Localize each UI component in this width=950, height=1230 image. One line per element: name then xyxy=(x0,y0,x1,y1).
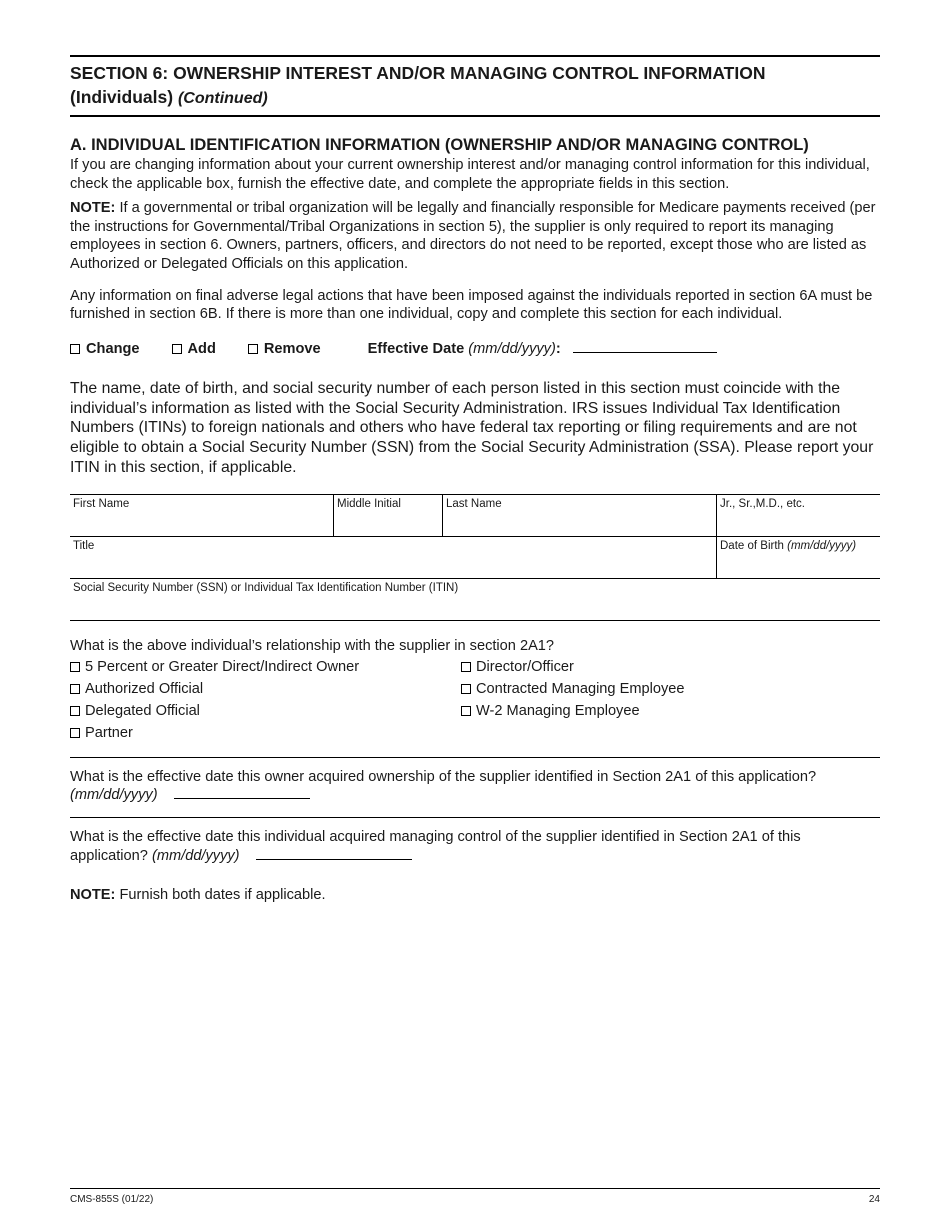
add-label: Add xyxy=(187,340,216,357)
subsection-heading: A. INDIVIDUAL IDENTIFICATION INFORMATION (OWNERSHIP AND/OR MANAGING CONTROL) xyxy=(70,136,809,154)
identification-table xyxy=(70,494,880,621)
dob-label: Date of Birth xyxy=(720,539,784,552)
form-id: CMS-855S (01/22) xyxy=(70,1194,154,1205)
relationship-options xyxy=(70,656,880,744)
last-name-label: Last Name xyxy=(446,497,502,510)
section-title xyxy=(70,57,880,111)
section-title-line2: (Individuals) xyxy=(70,87,174,107)
relationship-option[interactable] xyxy=(461,678,685,700)
final-note-text: Furnish both dates if applicable. xyxy=(115,887,326,904)
checkbox[interactable] xyxy=(70,728,80,738)
ownership-date-text: What is the effective date this owner acquired ownership of the supplier identified in Section 2A1 of this application? xyxy=(70,768,817,785)
relationship-option[interactable] xyxy=(461,700,685,722)
option-label: 5 Percent or Greater Direct/Indirect Owner xyxy=(85,658,360,675)
last-name-field[interactable] xyxy=(443,494,717,536)
relationship-left-column xyxy=(70,656,461,744)
section-title-line1: SECTION 6: OWNERSHIP INTEREST AND/OR MANAGING CONTROL INFORMATION xyxy=(70,63,766,83)
middle-initial-label: Middle Initial xyxy=(337,497,401,510)
page-footer xyxy=(70,1188,880,1205)
checkbox[interactable] xyxy=(70,662,80,672)
adverse-actions-paragraph: Any information on final adverse legal actions that have been imposed against the individuals reported in section 6A must be furnished in section 6B. If there is more than one individual, copy and complete this section for each individual. xyxy=(70,287,873,323)
option-label: Authorized Official xyxy=(85,680,204,697)
note-text: If a governmental or tribal organization will be legally and financially responsible for Medicare payments received (per the instructions for Governmental/Tribal Organizations in section 5), the supplier is only required to report its managing employees in section 6. Owners, partners, officers, and directors do not need to be reported, except those who are listed as Authorized or Delegated Officials on this application. xyxy=(70,200,876,272)
divider xyxy=(70,817,880,818)
continued-label: (Continued) xyxy=(177,90,268,107)
control-date-question xyxy=(70,828,880,865)
first-name-field[interactable] xyxy=(70,494,334,536)
add-option[interactable] xyxy=(172,341,216,357)
final-note xyxy=(70,886,880,905)
title-rule xyxy=(70,115,880,117)
relationship-option[interactable] xyxy=(461,656,685,678)
control-date-input[interactable] xyxy=(256,847,412,860)
title-label: Title xyxy=(73,539,95,552)
change-label: Change xyxy=(86,340,140,357)
first-name-label: First Name xyxy=(73,497,130,510)
middle-initial-field[interactable] xyxy=(334,494,443,536)
divider xyxy=(70,757,880,758)
ssn-field[interactable] xyxy=(70,578,880,620)
checkbox[interactable] xyxy=(461,706,471,716)
final-note-label: NOTE: xyxy=(70,887,116,904)
effective-date-input[interactable] xyxy=(573,340,717,353)
ssa-paragraph: The name, date of birth, and social security number of each person listed in this section must coincide with the individual’s information as listed with the Social Security Administration. IRS issues Individual Tax Identification Numbers (ITINs) to foreign nationals and others who have federal tax reporting or filing requirements and are not eligible to obtain a Social Security Number (SSN) from the Social Security Administration (SSA). Please report your ITIN in this section, if applicable. xyxy=(70,379,874,476)
relationship-option[interactable] xyxy=(70,678,461,700)
add-checkbox[interactable] xyxy=(172,344,182,354)
remove-label: Remove xyxy=(263,340,321,357)
effective-date-label: Effective Date xyxy=(367,341,465,358)
checkbox[interactable] xyxy=(461,684,471,694)
note-label: NOTE: xyxy=(70,200,116,217)
option-label: Director/Officer xyxy=(476,658,574,675)
remove-option[interactable] xyxy=(248,341,321,357)
effective-date-format: (mm/dd/yyyy) xyxy=(468,341,556,358)
title-field[interactable] xyxy=(70,536,717,578)
change-option[interactable] xyxy=(70,341,140,357)
suffix-label: Jr., Sr.,M.D., etc. xyxy=(720,497,805,510)
relationship-question: What is the above individual’s relationship with the supplier in section 2A1? xyxy=(70,637,555,654)
change-options-row xyxy=(70,339,880,359)
control-date-format: (mm/dd/yyyy) xyxy=(151,847,240,864)
change-checkbox[interactable] xyxy=(70,344,80,354)
ownership-date-question xyxy=(70,768,880,805)
control-date-text: What is the effective date this individual acquired managing control of the supplier identified in Section 2A1 of this application? xyxy=(70,828,801,864)
relationship-right-column xyxy=(461,656,685,744)
relationship-option[interactable] xyxy=(70,656,461,678)
dob-field[interactable] xyxy=(717,536,881,578)
option-label: Partner xyxy=(85,724,133,741)
dob-format: (mm/dd/yyyy) xyxy=(787,539,857,552)
page-number: 24 xyxy=(868,1194,880,1205)
option-label: Delegated Official xyxy=(85,702,200,719)
ownership-date-format: (mm/dd/yyyy) xyxy=(70,787,158,804)
checkbox[interactable] xyxy=(70,706,80,716)
ssn-label: Social Security Number (SSN) or Individual Tax Identification Number (ITIN) xyxy=(73,581,459,594)
effective-date-field xyxy=(368,340,717,357)
intro-paragraph: If you are changing information about your current ownership interest and/or managing control information for this individual, check the applicable box, furnish the effective date, and complete the appropriate fields in this section. xyxy=(70,157,870,192)
checkbox[interactable] xyxy=(70,684,80,694)
form-page xyxy=(70,55,880,905)
remove-checkbox[interactable] xyxy=(248,344,258,354)
relationship-option[interactable] xyxy=(70,700,461,722)
suffix-field[interactable] xyxy=(717,494,881,536)
relationship-option[interactable] xyxy=(70,722,461,744)
option-label: W-2 Managing Employee xyxy=(476,702,640,719)
effective-date-colon: : xyxy=(555,341,561,358)
option-label: Contracted Managing Employee xyxy=(476,680,685,697)
note-paragraph xyxy=(70,199,880,273)
ownership-date-input[interactable] xyxy=(174,786,310,799)
checkbox[interactable] xyxy=(461,662,471,672)
